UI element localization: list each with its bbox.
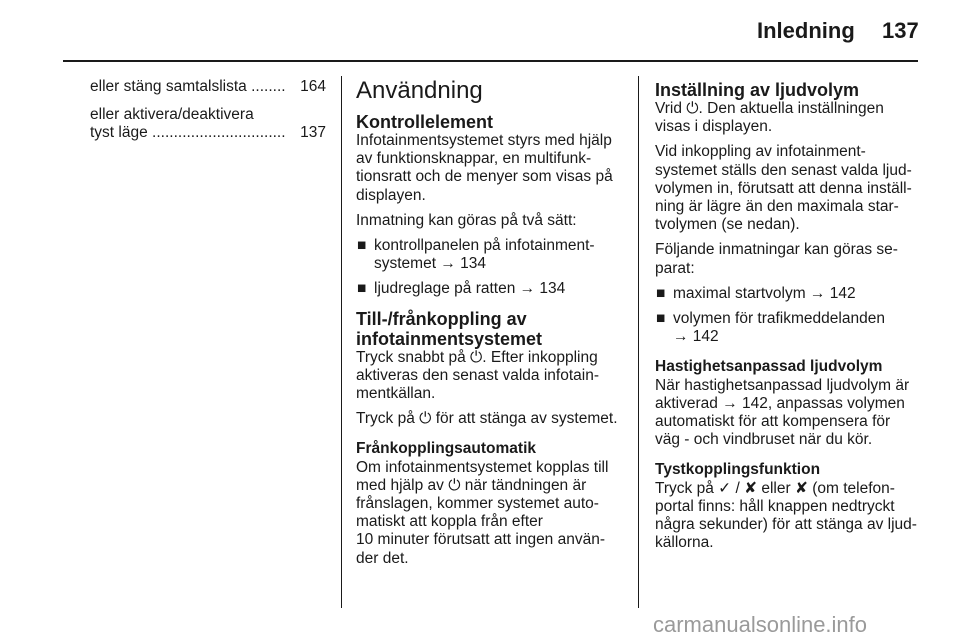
paragraph xyxy=(356,349,626,404)
text-line: matiskt att koppla från efter xyxy=(356,513,543,531)
text-line: några sekunder) för att stänga av ljud- xyxy=(655,516,917,534)
text-line: Om infotainmentsystemet kopplas till xyxy=(356,458,609,476)
heading-tystkopplingsfunktion: Tystkopplingsfunktion xyxy=(655,461,821,479)
text-line: 10 minuter förutsatt att ingen använ- xyxy=(356,531,606,549)
toc-entry-page: 137 xyxy=(300,124,326,142)
text-line: Tryck på ✓ / ✘ eller ✘ (om telefon- xyxy=(655,479,895,497)
paragraph: Inmatning kan göras på två sätt: xyxy=(356,211,577,229)
text-line: När hastighetsanpassad ljudvolym är xyxy=(655,376,910,394)
toc-entry-text: eller stäng samtalslista xyxy=(90,78,247,95)
text-line: visas i displayen. xyxy=(655,118,773,136)
text-line: der det. xyxy=(356,549,409,567)
bullet-square-icon: ■ xyxy=(656,310,666,328)
text-line: Vid inkoppling av infotainment- xyxy=(655,143,866,161)
paragraph xyxy=(356,132,626,205)
heading-line: infotainmentsystemet xyxy=(356,328,543,349)
column-1 xyxy=(90,78,326,143)
paragraph xyxy=(655,100,930,136)
paragraph xyxy=(655,377,930,450)
column-2 xyxy=(356,72,626,575)
text-line: Vrid ⏻. Den aktuella inställningen xyxy=(655,100,884,117)
paragraph xyxy=(655,480,930,553)
heading-till-frankoppling xyxy=(356,309,626,349)
column-3 xyxy=(655,80,930,559)
paragraph xyxy=(655,143,930,234)
toc-entry-page: 164 xyxy=(300,78,326,95)
text-line: systemet ställs den senast valda ljud- xyxy=(655,161,912,179)
heading-line: Till-/frånkoppling av xyxy=(356,308,527,329)
page-reference-link[interactable]: ljudreglage på ratten → 134 xyxy=(374,280,566,298)
bullet-item xyxy=(356,237,626,273)
bullet-item xyxy=(356,280,626,298)
section-title: Användning xyxy=(356,77,483,104)
watermark: carmanualsonline.info xyxy=(653,612,868,637)
page-reference-link[interactable]: maximal startvolym → 142 xyxy=(673,284,856,302)
text-line: Följande inmatningar kan göras se- xyxy=(655,241,898,259)
page-reference-link[interactable]: → 142 xyxy=(673,328,719,346)
page-number: 137 xyxy=(882,18,919,43)
text-line: väg - och vindbruset när du kör. xyxy=(655,431,873,449)
text-line: med hjälp av ⏻ när tändningen är xyxy=(356,476,587,494)
text-line: volymen in, förutsatt att denna inställ- xyxy=(655,179,912,197)
text-line: ning är lägre än den maximala star- xyxy=(655,198,899,216)
text-line: displayen. xyxy=(356,186,426,204)
heading-kontrollelement: Kontrollelement xyxy=(356,112,494,132)
toc-entry[interactable] xyxy=(90,106,326,142)
text-line: tionsratt och de menyer som visas på xyxy=(356,168,613,186)
toc-entry-text: tyst läge xyxy=(90,124,148,142)
heading-hastighetsanpassad: Hastighetsanpassad ljudvolym xyxy=(655,358,883,376)
paragraph: Tryck på ⏻ för att stänga av systemet. xyxy=(356,410,618,428)
text-line: av funktionsknappar, en multifunk- xyxy=(356,150,592,168)
running-header-title: Inledning xyxy=(757,18,855,43)
header-rule xyxy=(63,60,918,62)
toc-leader-dots: ............................... xyxy=(152,124,286,142)
text-line: portal finns: håll knappen nedtryckt xyxy=(655,497,895,515)
toc-entry[interactable] xyxy=(90,78,326,96)
text-line: automatiskt för att kompensera för xyxy=(655,413,891,431)
text-line: volymen för trafikmeddelanden xyxy=(673,310,885,328)
heading-frankopplingsautomatik: Frånkopplingsautomatik xyxy=(356,440,536,458)
paragraph xyxy=(655,241,930,277)
bullet-square-icon: ■ xyxy=(357,280,367,298)
text-line: kontrollpanelen på infotainment- xyxy=(374,237,595,255)
text-line: frånslagen, kommer systemet auto- xyxy=(356,495,599,513)
paragraph xyxy=(356,459,626,568)
bullet-item xyxy=(655,285,930,303)
text-line: källorna. xyxy=(655,534,714,552)
bullet-square-icon: ■ xyxy=(357,237,367,255)
text-line: Infotainmentsystemet styrs med hjälp xyxy=(356,132,612,149)
text-line: mentkällan. xyxy=(356,385,436,403)
toc-leader-dots: ........ xyxy=(251,78,286,95)
bullet-item xyxy=(655,310,930,346)
text-line: aktiveras den senast valda infotain- xyxy=(356,366,599,384)
toc-entry-text: eller aktivera/deaktivera xyxy=(90,106,254,124)
column-divider-left xyxy=(341,76,342,608)
text-line: aktiverad → 142, anpassas volymen xyxy=(655,394,905,412)
text-line: Tryck snabbt på ⏻. Efter inkoppling xyxy=(356,348,598,366)
heading-installning-ljudvolym: Inställning av ljudvolym xyxy=(655,80,860,100)
column-divider-right xyxy=(638,76,639,608)
page-reference-link[interactable]: systemet → 134 xyxy=(374,255,486,273)
text-line: parat: xyxy=(655,259,695,277)
bullet-square-icon: ■ xyxy=(656,284,666,302)
text-line: tvolymen (se nedan). xyxy=(655,216,800,234)
